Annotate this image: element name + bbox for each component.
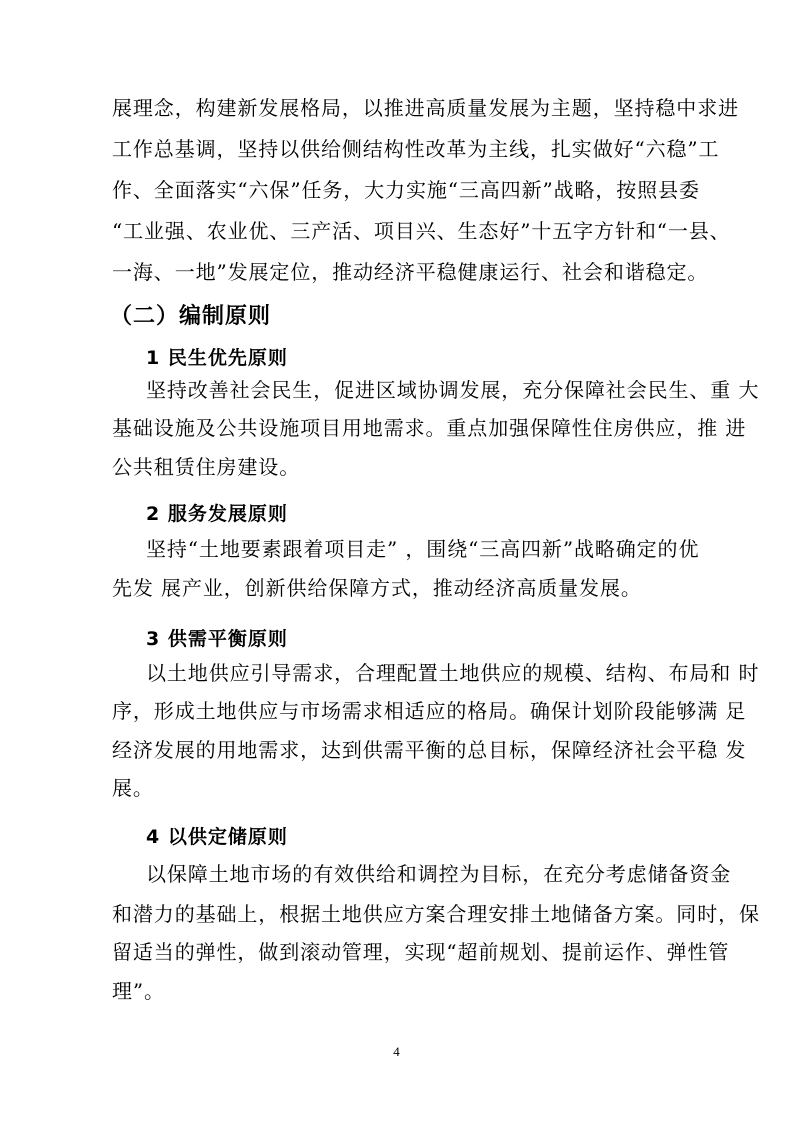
principle-3-line-4: 展。 <box>112 776 154 800</box>
principle-3-line-1: 以土地供应引导需求，合理配置土地供应的规模、结构、布局和 时 <box>146 661 760 685</box>
intro-line-5: 一海、一地”发展定位，推动经济平稳健康运行、社会和谐稳定。 <box>112 260 709 284</box>
intro-line-4: “工业强、农业优、三产活、项目兴、生态好”十五字方针和“一县、 <box>112 219 731 243</box>
principle-4-line-1: 以保障土地市场的有效供给和调控为目标，在充分考虑储备资金 <box>146 862 732 886</box>
principle-4-line-3: 留适当的弹性，做到滚动管理，实现“超前规划、提前运作、弹性管 <box>112 940 730 964</box>
principle-2-title: 2 服务发展原则 <box>146 503 288 525</box>
principle-1-line-2: 基础设施及公共设施项目用地需求。重点加强保障性住房供应，推 进 <box>112 416 747 440</box>
principle-1-title: 1 民生优先原则 <box>146 347 288 369</box>
principle-1-line-3: 公共租赁住房建设。 <box>112 455 301 479</box>
principle-2-line-2: 先发 展产业，创新供给保障方式，推动经济高质量发展。 <box>112 576 642 600</box>
section-heading: （二）编制原则 <box>110 304 272 329</box>
principle-3-line-3: 经济发展的用地需求，达到供需平衡的总目标，保障经济社会平稳 发 <box>112 738 747 762</box>
intro-line-3: 作、全面落实“六保”任务，大力实施“三高四新”战略，按照县委 <box>112 178 700 202</box>
page-number: 4 <box>393 1044 400 1059</box>
intro-line-2: 工作总基调，坚持以供给侧结构性改革为主线，扎实做好“六稳”工 <box>112 137 720 161</box>
principle-4-title: 4 以供定储原则 <box>146 826 288 848</box>
principle-3-title: 3 供需平衡原则 <box>146 628 288 650</box>
principle-3-line-2: 序，形成土地供应与市场需求相适应的格局。确保计划阶段能够满 足 <box>112 699 747 723</box>
principle-2-line-1: 坚持“土地要素跟着项目走” ，围绕“三高四新”战略确定的优 <box>146 537 700 561</box>
intro-line-1: 展理念，构建新发展格局，以推进高质量发展为主题，坚持稳中求进 <box>112 96 739 120</box>
principle-4-line-4: 理”。 <box>112 979 165 1003</box>
principle-4-line-2: 和潜力的基础上，根据土地供应方案合理安排土地储备方案。同时，保 <box>112 902 760 926</box>
principle-1-line-1: 坚持改善社会民生，促进区域协调发展，充分保障社会民生、重 大 <box>146 378 760 402</box>
